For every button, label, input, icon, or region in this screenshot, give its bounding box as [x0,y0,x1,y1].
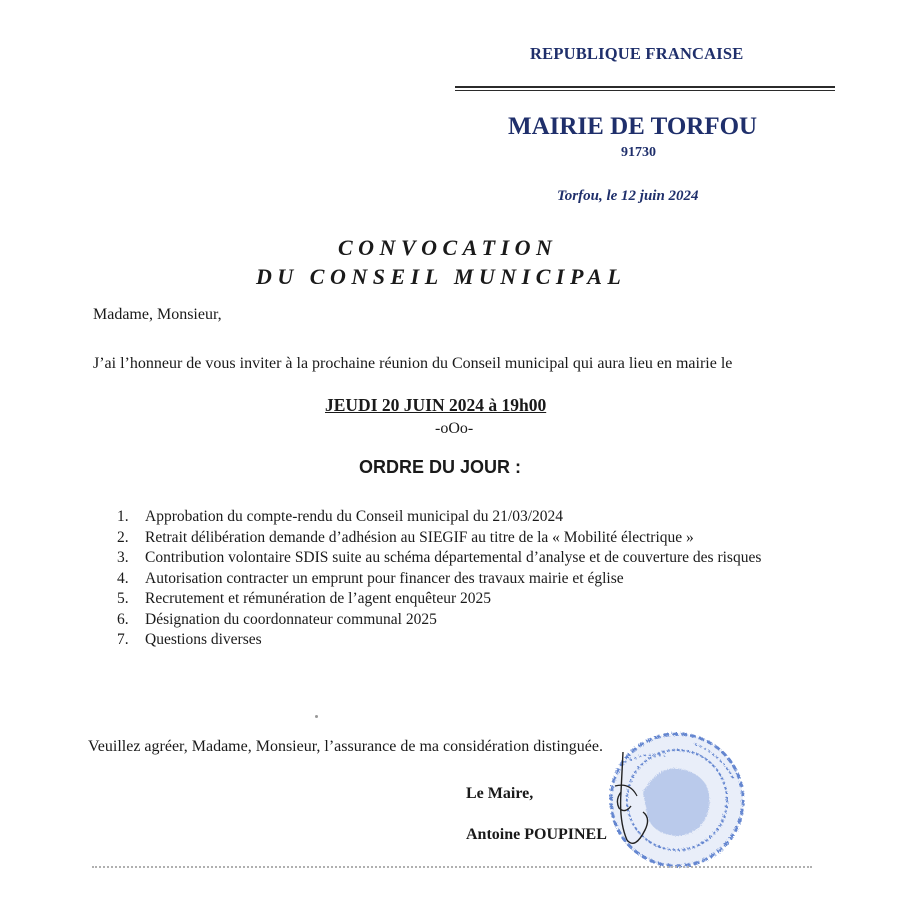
agenda-item-text: Autorisation contracter un emprunt pour financer des travaux mairie et église [145,569,624,587]
agenda-item [112,610,832,631]
agenda-item-text: Retrait délibération demande d’adhésion au SIEGIF au titre de la « Mobilité électrique » [145,528,694,546]
agenda-item-number: 7. [117,631,129,648]
agenda-item-number: 2. [117,528,129,546]
invitation-paragraph: J’ai l’honneur de vous inviter à la prochaine réunion du Conseil municipal qui aura lieu en mairie le [93,355,733,372]
agenda-item-number: 5. [117,590,129,607]
agenda-item-number: 3. [117,549,129,566]
agenda-title: ORDRE DU JOUR : [359,457,522,477]
agenda-item-number: 4. [117,569,129,587]
agenda-item-text: Approbation du compte-rendu du Conseil municipal du 21/03/2024 [145,508,564,525]
agenda-item [112,569,832,590]
footer-dotted-line [92,866,812,868]
closing-paragraph: Veuillez agréer, Madame, Monsieur, l’assurance de ma considération distinguée. [88,738,603,755]
mairie-heading: MAIRIE DE TORFOU [508,113,758,140]
agenda-item-text: Désignation du coordonnateur communal 2025 [145,610,437,628]
agenda-item [112,507,832,528]
official-stamp-icon [585,722,750,882]
agenda-item-text: Contribution volontaire SDIS suite au schéma départemental d’analyse et de couverture des risques [145,549,762,566]
header-rule [455,86,835,88]
document-title-line1: CONVOCATION [338,235,558,260]
agenda-item-text: Recrutement et rémunération de l’agent enquêteur 2025 [145,590,492,607]
header-rule-thin [455,90,835,91]
agenda-item-text: Questions diverses [145,631,262,648]
agenda-list [112,507,832,651]
agenda-item-number: 6. [117,610,129,628]
scan-speck [315,715,318,718]
signer-name: Antoine POUPINEL [466,826,607,843]
salutation: Madame, Monsieur, [93,306,222,323]
meeting-date: JEUDI 20 JUIN 2024 à 19h00 [325,395,547,415]
agenda-item [112,548,832,569]
agenda-item [112,528,832,549]
separator: -oOo- [435,420,474,437]
postcode: 91730 [621,145,656,160]
document-title-line2: DU CONSEIL MUNICIPAL [256,264,627,289]
signer-title: Le Maire, [466,785,534,802]
agenda-item-number: 1. [117,508,129,525]
agenda-item [112,630,832,651]
republique-heading: REPUBLIQUE FRANCAISE [530,44,744,63]
agenda-item [112,589,832,610]
dateline: Torfou, le 12 juin 2024 [557,188,699,204]
